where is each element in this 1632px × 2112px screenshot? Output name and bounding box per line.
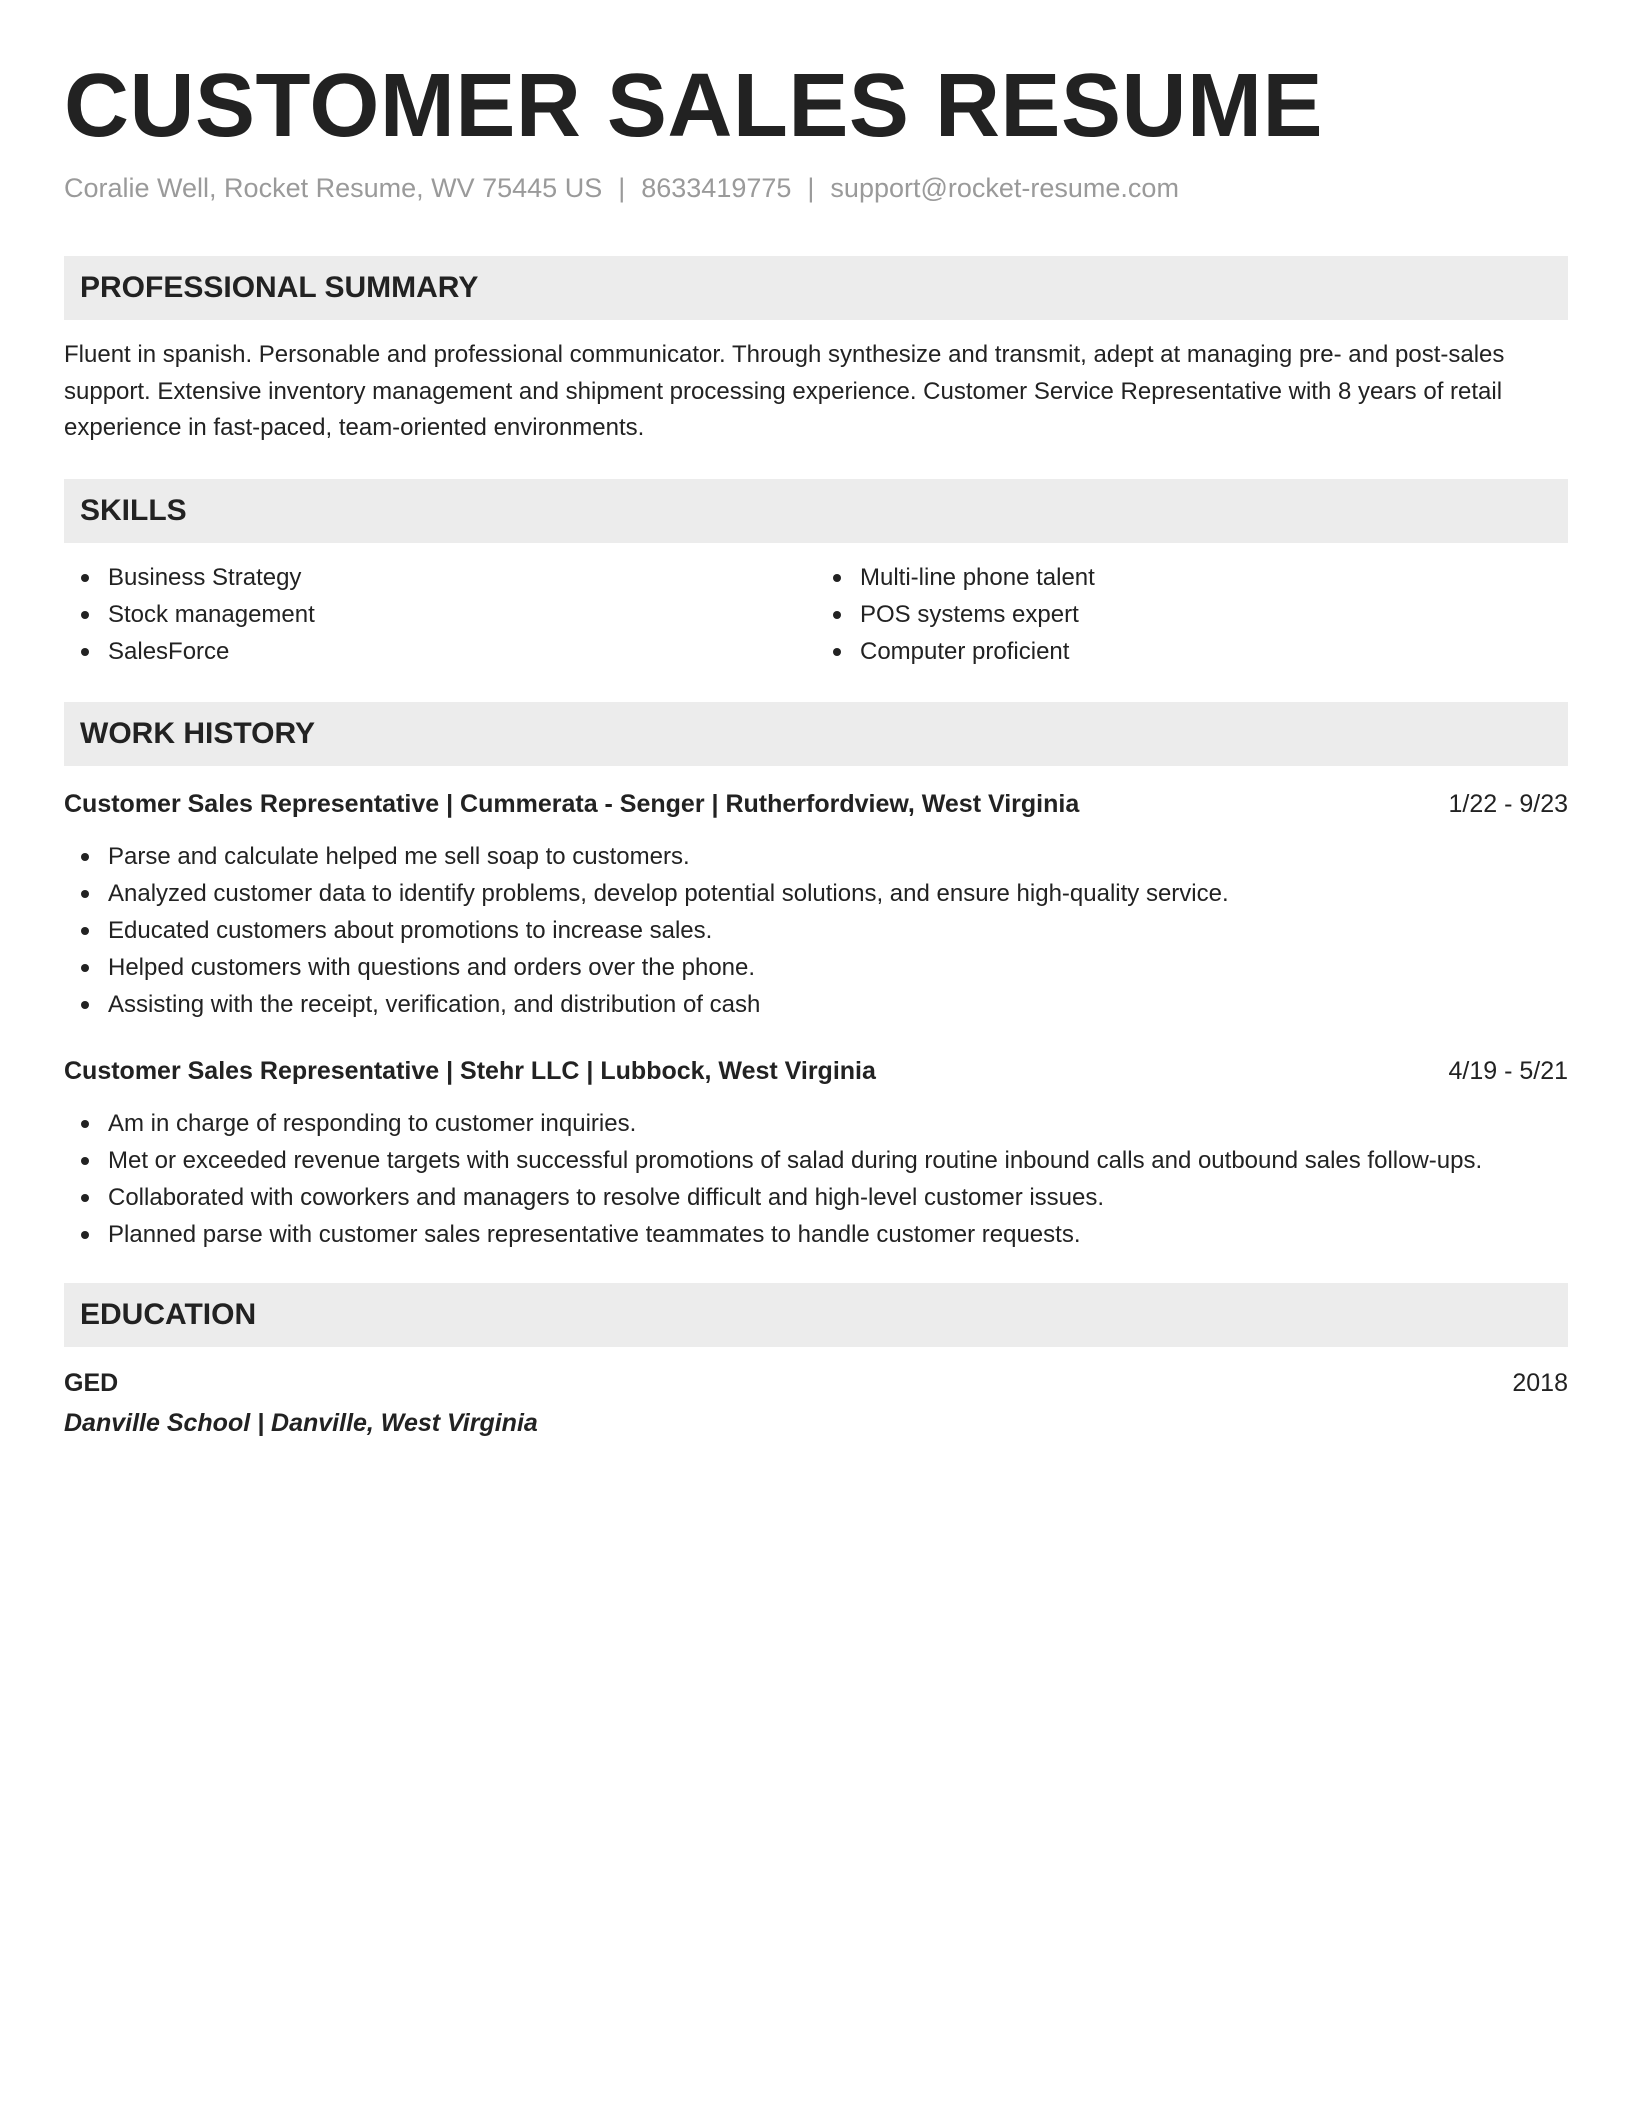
- skills-list-left: [64, 559, 816, 670]
- job-entry: [64, 786, 1568, 1023]
- education-year: 2018: [1512, 1368, 1568, 1397]
- skills-grid: [64, 559, 1568, 670]
- education-header: [64, 1365, 1568, 1401]
- job-bullets: [64, 1105, 1568, 1253]
- skill-item: Computer proficient: [860, 633, 1568, 670]
- job-bullet: Parse and calculate helped me sell soap to customers.: [108, 838, 1568, 875]
- job-header: [64, 786, 1568, 822]
- contact-separator: |: [618, 173, 626, 203]
- job-bullet: Assisting with the receipt, verification, and distribution of cash: [108, 986, 1568, 1023]
- job-entry: [64, 1053, 1568, 1253]
- job-bullet: Analyzed customer data to identify problems, develop potential solutions, and ensure high-quality service.: [108, 875, 1568, 912]
- skills-list-right: [816, 559, 1568, 670]
- section-header-work: [64, 702, 1568, 766]
- contact-address: Coralie Well, Rocket Resume, WV 75445 US: [64, 173, 603, 203]
- contact-line: [64, 170, 1568, 206]
- education-degree: GED: [64, 1368, 119, 1397]
- job-bullet: Helped customers with questions and orders over the phone.: [108, 949, 1568, 986]
- contact-separator: |: [807, 173, 815, 203]
- section-heading: EDUCATION: [80, 1297, 257, 1331]
- skill-item: Multi-line phone talent: [860, 559, 1568, 596]
- skill-item: Stock management: [108, 596, 816, 633]
- job-bullet: Educated customers about promotions to increase sales.: [108, 912, 1568, 949]
- education-school: Danville School | Danville, West Virginia: [64, 1408, 538, 1437]
- job-title: Customer Sales Representative | Stehr LLC | Lubbock, West Virginia: [64, 1056, 876, 1085]
- job-bullets: [64, 838, 1568, 1023]
- contact-phone: 8633419775: [641, 173, 792, 203]
- job-bullet: Collaborated with coworkers and managers to resolve difficult and high-level customer issues.: [108, 1179, 1568, 1216]
- resume-title: CUSTOMER SALES RESUME: [64, 56, 1323, 156]
- section-heading: PROFESSIONAL SUMMARY: [80, 271, 479, 304]
- skill-item: Business Strategy: [108, 559, 816, 596]
- contact-email: support@rocket-resume.com: [830, 173, 1179, 203]
- section-heading: WORK HISTORY: [80, 716, 316, 750]
- section-header-skills: [64, 479, 1568, 543]
- section-header-summary: [64, 256, 1568, 320]
- education-entry: [64, 1365, 1568, 1441]
- job-bullet: Am in charge of responding to customer inquiries.: [108, 1105, 1568, 1142]
- job-bullet: Met or exceeded revenue targets with successful promotions of salad during routine inbound calls and outbound sales follow-ups.: [108, 1142, 1568, 1179]
- section-header-education: [64, 1283, 1568, 1347]
- section-heading: SKILLS: [80, 493, 187, 527]
- job-header: [64, 1053, 1568, 1089]
- job-dates: 4/19 - 5/21: [1448, 1056, 1568, 1085]
- skill-item: SalesForce: [108, 633, 816, 670]
- summary-text: Fluent in spanish. Personable and professional communicator. Through synthesize and transmit, adept at managing pre- and post-sales support. Extensive inventory management and shipment processing experience. Customer Service Representative with 8 years of retail experience in fast-paced, team-oriented environments.: [64, 341, 1505, 441]
- skill-item: POS systems expert: [860, 596, 1568, 633]
- job-bullet: Planned parse with customer sales representative teammates to handle customer requests.: [108, 1216, 1568, 1253]
- job-title: Customer Sales Representative | Cummerata - Senger | Rutherfordview, West Virginia: [64, 789, 1080, 818]
- job-dates: 1/22 - 9/23: [1448, 789, 1568, 818]
